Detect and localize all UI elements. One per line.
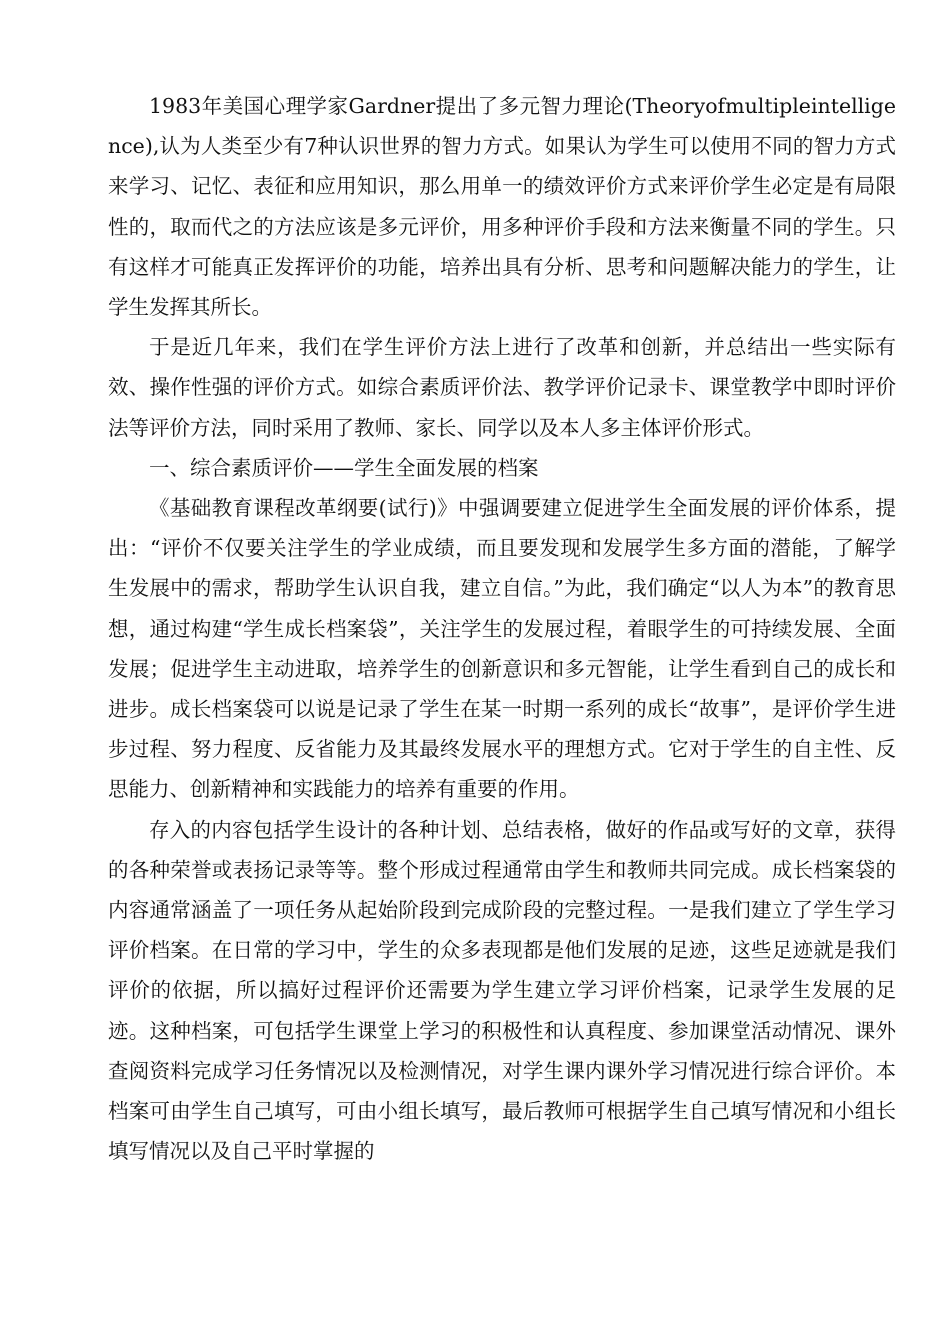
paragraph-outline: 《基础教育课程改革纲要(试行)》中强调要建立促进学生全面发展的评价体系，提出：“评价不仅要关注学生的学业成绩，而且要发现和发展学生多方面的潜能，了解学生发展中的需求，帮助学生认识自我，建立自信。”为此，我们确定“以人为本”的教育思想，通过构建“学生成长档案袋”，关注学生的发展过程，着眼学生的可持续发展、全面发展；促进学生主动进取，培养学生的创新意识和多元智能，让学生看到自己的成长和进步。成长档案袋可以说是记录了学生在某一时期一系列的成长“故事”，是评价学生进步过程、努力程度、反省能力及其最终发展水平的理想方式。它对于学生的自主性、反思能力、创新精神和实践能力的培养有重要的作用。 xyxy=(108,496,896,802)
document-page xyxy=(108,86,896,1171)
section-heading: 一、综合素质评价——学生全面发展的档案 xyxy=(149,455,539,480)
paragraph-reform: 于是近几年来，我们在学生评价方法上进行了改革和创新，并总结出一些实际有效、操作性强的评价方式。如综合素质评价法、教学评价记录卡、课堂教学中即时评价法等评价方法，同时采用了教师、家长、同学以及本人多主体评价形式。 xyxy=(108,335,896,440)
paragraph-portfolio: 存入的内容包括学生设计的各种计划、总结表格，做好的作品或写好的文章，获得的各种荣誉或表扬记录等等。整个形成过程通常由学生和教师共同完成。成长档案袋的内容通常涵盖了一项任务从起始阶段到完成阶段的完整过程。一是我们建立了学生学习评价档案。在日常的学习中，学生的众多表现都是他们发展的足迹，这些足迹就是我们评价的依据，所以搞好过程评价还需要为学生建立学习评价档案，记录学生发展的足迹。这种档案，可包括学生课堂上学习的积极性和认真程度、参加课堂活动情况、课外查阅资料完成学习任务情况以及检测情况，对学生课内课外学习情况进行综合评价。本档案可由学生自己填写，可由小组长填写，最后教师可根据学生自己填写情况和小组长填写情况以及自己平时掌握的 xyxy=(108,817,896,1164)
paragraph-intro: 1983年美国心理学家Gardner提出了多元智力理论(Theoryofmultipleintelligence),认为人类至少有7种认识世界的智力方式。如果认为学生可以使用不同的智力方式来学习、记忆、表征和应用知识，那么用单一的绩效评价方式来评价学生必定是有局限性的，取而代之的方法应该是多元评价，用多种评价手段和方法来衡量不同的学生。只有这样才可能真正发挥评价的功能，培养出具有分析、思考和问题解决能力的学生，让学生发挥其所长。 xyxy=(108,94,896,320)
